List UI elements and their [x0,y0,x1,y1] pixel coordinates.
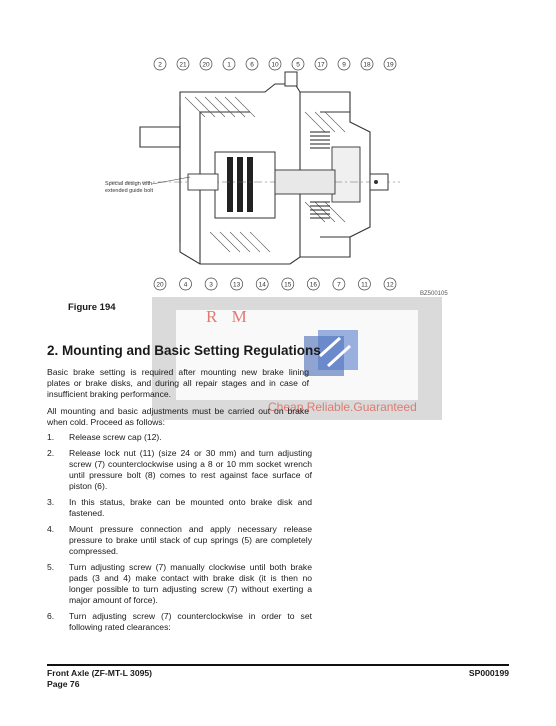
step-number: 6. [47,611,55,621]
figure-code: BZ500105 [420,291,448,297]
callout-number: 2 [158,61,162,69]
procedure-step [47,448,312,492]
intro-paragraph: Basic brake setting is required after mounting new brake lining plates or brake disks, and during all repair stages and in case of insufficient braking performance. [47,367,309,399]
figure-callout-line2: extended guide bolt [105,188,154,194]
callout-number: 9 [342,61,346,69]
callout-number: 12 [386,281,394,289]
callout-number: 10 [271,61,279,69]
callout-number: 20 [156,281,164,289]
watermark-tagline: Cheap.Reliable.Guaranteed [268,400,417,414]
procedure-step [47,497,312,519]
callout-number: 15 [284,281,292,289]
callout-number: 14 [258,281,266,289]
callout-number: 18 [363,61,371,69]
callout-number: 3 [209,281,213,289]
procedure-steps [47,432,312,638]
callout-number: 16 [309,281,317,289]
brake-disk-stack [215,152,275,218]
procedure-step [47,562,312,606]
callout-number: 6 [250,61,254,69]
watermark-brand: R M [206,307,252,326]
brake-cross-section-diagram [80,52,420,300]
procedure-step [47,611,312,633]
callout-number: 7 [337,281,341,289]
bleed-valve [285,72,297,86]
adjusting-screw [370,174,388,190]
figure-caption: Figure 194 [68,302,116,313]
section-heading: 2. Mounting and Basic Setting Regulations [47,343,321,358]
procedure-step [47,524,312,557]
procedure-step [47,432,312,443]
step-text: Mount pressure connection and apply necessary release pressure to brake until stack of cup springs (5) are completely compressed. [69,524,312,556]
step-text: Turn adjusting screw (7) counterclockwise in order to set following rated clearances: [69,611,312,632]
step-number: 1. [47,432,55,442]
callout-number: 19 [386,61,394,69]
callout-number: 13 [233,281,241,289]
step-text: Turn adjusting screw (7) manually clockwise until both brake pads (3 and 4) make contact with brake disk (it is then no longer possible to turn adjusting screw (7) without exerting a major amount of force). [69,562,312,605]
step-text: Release lock nut (11) (size 24 or 30 mm) and turn adjusting screw (7) counterclockwise using a 8 or 10 mm socket wrench until pressure bolt (8) comes to rest against face surface of piston (6). [69,448,312,491]
callout-number: 4 [183,281,188,289]
footer-rule [47,664,509,666]
intro-paragraph-2: All mounting and basic adjustments must be carried out on brake when cold. Proceed as follows: [47,406,309,427]
step-number: 5. [47,562,55,572]
footer-left [47,668,152,690]
footer-doc-id: SP000199 [468,668,509,678]
footer-title: Front Axle (ZF-MT-L 3095) [47,668,153,678]
step-number: 2. [47,448,55,458]
step-number: 3. [47,497,55,507]
callouts-top [154,58,396,70]
callout-number: 11 [361,281,368,289]
step-number: 4. [47,524,55,534]
callout-number: 5 [296,61,300,69]
callout-number: 17 [317,61,325,69]
footer-page-number: Page 76 [47,679,80,689]
callout-number: 1 [227,61,231,69]
callouts-bottom [154,278,396,290]
step-text: Release screw cap (12). [69,432,162,442]
callout-number: 21 [179,61,187,69]
callout-number: 20 [202,61,210,69]
figure-callout-line1: Special design with [105,181,153,187]
step-text: In this status, brake can be mounted onto brake disk and fastened. [69,497,312,518]
